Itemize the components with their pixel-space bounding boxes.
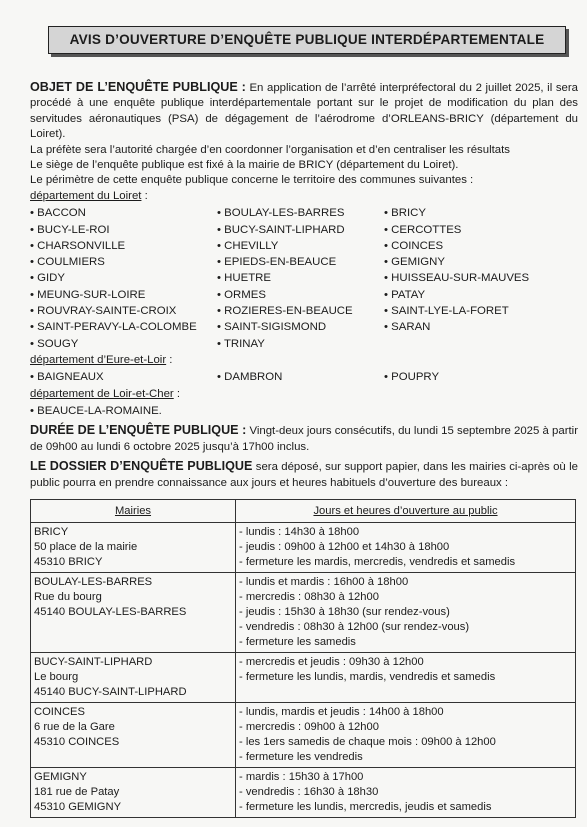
dossier-paragraph	[30, 459, 578, 491]
mairie-cell: BUCY-SAINT-LIPHARD Le bourg 45140 BUCY-SAINT-LIPHARD	[31, 652, 236, 702]
notice-title: AVIS D’OUVERTURE D’ENQUÊTE PUBLIQUE INTERDÉPARTEMENTALE	[48, 26, 566, 54]
horaires-cell: - lundis et mardis : 16h00 à 18h00 - mercredis : 08h30 à 12h00 - jeudis : 15h30 à 18h30 (sur rendez-vous) - vendredis : 08h30 à 12h00 (sur rendez-vous) - fermeture les samedis	[236, 572, 576, 652]
dept-loiret-label: département du Loiret	[30, 189, 142, 202]
commune-item: • SAINT-SIGISMOND	[217, 321, 327, 334]
commune-item: • HUETRE	[217, 272, 271, 285]
commune-item: • EPIEDS-EN-BEAUCE	[217, 256, 337, 269]
commune-item: • BOULAY-LES-BARRES	[217, 207, 345, 220]
commune-item: • ROUVRAY-SAINTE-CROIX	[30, 305, 177, 318]
commune-item: • BAIGNEAUX	[30, 371, 104, 384]
objet-heading: OBJET DE L’ENQUÊTE PUBLIQUE :	[30, 80, 246, 94]
commune-item: • ORMES	[217, 288, 266, 301]
mairies-table	[30, 499, 576, 818]
dept-eure-et-loir-label: département d’Eure-et-Loir	[30, 353, 167, 366]
header-mairies: Mairies	[31, 499, 236, 522]
horaires-cell: - mercredis et jeudis : 09h30 à 12h00 - fermeture les lundis, mardis, vendredis et samedis	[236, 652, 576, 702]
commune-item: • SAINT-PERAVY-LA-COLOMBE	[30, 321, 197, 334]
commune-item: • COULMIERS	[30, 256, 105, 269]
table-row	[31, 767, 576, 817]
commune-item: • SAINT-LYE-LA-FORET	[384, 305, 509, 318]
commune-item: • GIDY	[30, 272, 66, 285]
header-horaires: Jours et heures d’ouverture au public	[236, 499, 576, 522]
commune-item: • ROZIERES-EN-BEAUCE	[217, 305, 353, 318]
commune-item: • CHARSONVILLE	[30, 239, 126, 252]
dept-loiret-heading: département du Loiret :	[30, 189, 148, 202]
commune-list-eure-et-loir	[30, 369, 578, 385]
commune-column-2	[217, 205, 384, 352]
duree-heading: DURÉE DE L’ENQUÊTE PUBLIQUE :	[30, 423, 247, 438]
commune-list-loiret	[30, 205, 578, 352]
commune-item: • GEMIGNY	[384, 256, 445, 269]
commune-item: • DAMBRON	[217, 371, 283, 384]
dossier-text: sera déposé, sur support papier, dans les mairies ci-après où le public pourra en prendre connaissance aux jours et heures habituels d’ouverture des bureaux :	[30, 461, 578, 489]
mairie-cell: COINCES 6 rue de la Gare 45310 COINCES	[31, 702, 236, 767]
objet-text: En application de l’arrêté interpréfectoral du 2 juillet 2025, il sera procédé à une enquête publique interdépartementale portant sur le projet de modification du plan des servitudes aéronautiques (PSA) de dégagement de l’aérodrome d’ORLEANS-BRICY (département du Loiret).	[30, 82, 578, 141]
objet-line2: La préfète sera l’autorité chargée d’en coordonner l’organisation et d’en centraliser les résultats	[30, 143, 510, 156]
duree-paragraph	[30, 423, 578, 455]
commune-item: • MEUNG-SUR-LOIRE	[30, 288, 146, 301]
table-row	[31, 572, 576, 652]
table-row	[31, 522, 576, 572]
commune-item: • HUISSEAU-SUR-MAUVES	[384, 272, 530, 285]
commune-item: • CHEVILLY	[217, 239, 279, 252]
commune-list-loir-et-cher	[30, 403, 578, 419]
commune-item: • BRICY	[384, 207, 426, 220]
objet-line4: Le périmètre de cette enquête publique concerne le territoire des communes suivantes :	[30, 174, 474, 187]
horaires-cell: - lundis, mardis et jeudis : 14h00 à 18h00 - mercredis : 09h00 à 12h00 - les 1ers samedis de chaque mois : 09h00 à 12h00 - fermeture les vendredis	[236, 702, 576, 767]
table-header-row	[31, 499, 576, 522]
objet-paragraph	[30, 80, 578, 143]
commune-item: • BUCY-SAINT-LIPHARD	[217, 223, 345, 236]
commune-item: • COINCES	[384, 239, 444, 252]
commune-item: • POUPRY	[384, 371, 440, 384]
dept-loir-et-cher-label: département de Loir-et-Cher	[30, 387, 174, 400]
horaires-cell: - mardis : 15h30 à 17h00 - vendredis : 16h30 à 18h30 - fermeture les lundis, mercredis, jeudis et samedis	[236, 767, 576, 817]
mairie-cell: BRICY 50 place de la mairie 45310 BRICY	[31, 522, 236, 572]
commune-column-3	[384, 205, 534, 352]
dept-loir-et-cher-heading: département de Loir-et-Cher :	[30, 387, 181, 400]
commune-item: • BEAUCE-LA-ROMAINE.	[30, 405, 162, 418]
commune-item: • CERCOTTES	[384, 223, 462, 236]
mairie-cell: GEMIGNY 181 rue de Patay 45310 GEMIGNY	[31, 767, 236, 817]
mairie-cell: BOULAY-LES-BARRES Rue du bourg 45140 BOULAY-LES-BARRES	[31, 572, 236, 652]
commune-item: • BUCY-LE-ROI	[30, 223, 110, 236]
table-row	[31, 702, 576, 767]
dept-eure-et-loir-heading: département d’Eure-et-Loir :	[30, 353, 173, 366]
commune-item: • PATAY	[384, 288, 426, 301]
notice-body	[30, 80, 578, 818]
duree-text: Vingt-deux jours consécutifs, du lundi 15 septembre 2025 à partir de 09h00 au lundi 6 octobre 2025 jusqu’à 17h00 inclus.	[30, 425, 578, 453]
commune-item: • SOUGY	[30, 337, 79, 350]
objet-line3: Le siège de l’enquête publique est fixé à la mairie de BRICY (département du Loiret).	[30, 159, 459, 172]
dossier-heading: LE DOSSIER D’ENQUÊTE PUBLIQUE	[30, 459, 253, 474]
commune-item: • SARAN	[384, 321, 431, 334]
commune-item: • TRINAY	[217, 337, 265, 350]
commune-column-1	[30, 205, 217, 352]
commune-item: • BACCON	[30, 207, 86, 220]
horaires-cell: - lundis : 14h30 à 18h00 - jeudis : 09h00 à 12h00 et 14h30 à 18h00 - fermeture les mardis, mercredis, vendredis et samedis	[236, 522, 576, 572]
table-row	[31, 652, 576, 702]
